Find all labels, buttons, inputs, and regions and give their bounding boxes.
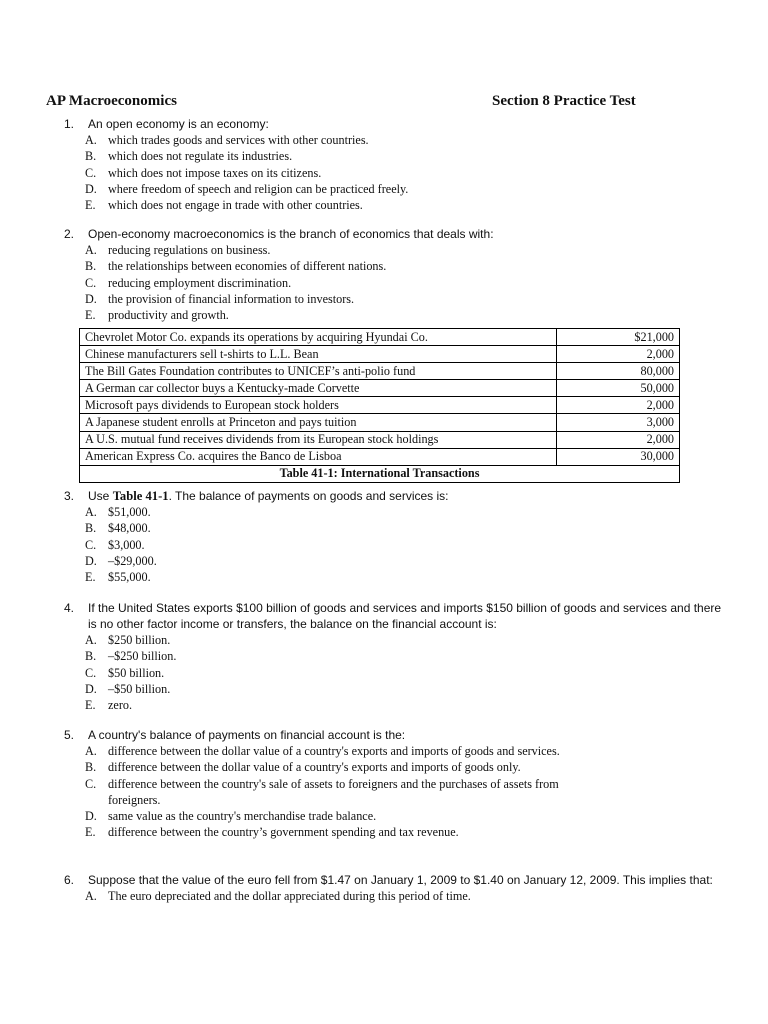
amount-cell: 3,000	[557, 414, 680, 431]
question-stem: If the United States exports $100 billion of goods and services and imports $150 billion of goods and services and there is no other factor income or transfers, the balance on the financial account is:	[88, 601, 722, 631]
option-b: B. the relationships between economies of different nations.	[85, 259, 387, 274]
question-stem: Use Table 41-1. The balance of payments on goods and services is:	[88, 489, 449, 503]
option-list	[64, 888, 724, 904]
option-b: B. difference between the dollar value of a country's exports and imports of goods only.	[85, 760, 521, 775]
option-d: D. same value as the country's merchandise trade balance.	[85, 809, 377, 824]
option-list	[64, 632, 724, 713]
option-e: E. $55,000.	[85, 570, 151, 585]
amount-cell: 2,000	[557, 397, 680, 414]
question-number: 3.	[64, 489, 75, 503]
option-list	[64, 132, 724, 213]
amount-cell: 30,000	[557, 448, 680, 465]
option-a: A. The euro depreciated and the dollar appreciated during this period of time.	[85, 889, 471, 903]
table-caption: Table 41-1: International Transactions	[80, 465, 680, 482]
amount-cell: 50,000	[557, 380, 680, 397]
option-list	[64, 242, 724, 323]
question-number: 2.	[64, 227, 75, 241]
transaction-cell: Chinese manufacturers sell t-shirts to L.L. Bean	[80, 346, 557, 363]
question-5	[64, 727, 724, 841]
transaction-cell: A U.S. mutual fund receives dividends from its European stock holdings	[80, 431, 557, 448]
question-stem: An open economy is an economy:	[88, 117, 269, 131]
option-a: A. $250 billion.	[85, 633, 171, 647]
table-row	[80, 380, 680, 397]
amount-cell: 2,000	[557, 431, 680, 448]
option-b: B. which does not regulate its industries.	[85, 149, 293, 164]
table-row	[80, 431, 680, 448]
question-6	[64, 872, 724, 904]
amount-cell: 80,000	[557, 363, 680, 380]
question-1	[64, 116, 724, 213]
option-d: D. –$50 billion.	[85, 681, 171, 696]
option-c: C. $3,000.	[85, 537, 145, 552]
transaction-cell: A Japanese student enrolls at Princeton and pays tuition	[80, 414, 557, 431]
question-3	[64, 488, 724, 585]
question-stem: A country's balance of payments on financial account is the:	[88, 728, 406, 742]
option-c: C. difference between the country's sale of assets to foreigners and the purchases of assets from foreigners.	[85, 776, 559, 807]
amount-cell: $21,000	[557, 329, 680, 346]
option-e: E. which does not engage in trade with other countries.	[85, 198, 363, 213]
option-b: B. –$250 billion.	[85, 649, 177, 664]
transaction-cell: A German car collector buys a Kentucky-made Corvette	[80, 380, 557, 397]
table-row	[80, 448, 680, 465]
page-header	[46, 93, 656, 110]
table-row	[80, 346, 680, 363]
table-row	[80, 329, 680, 346]
option-b: B. $48,000.	[85, 521, 151, 536]
question-number: 1.	[64, 117, 75, 131]
option-list	[64, 743, 594, 841]
transaction-cell: Chevrolet Motor Co. expands its operations by acquiring Hyundai Co.	[80, 329, 557, 346]
question-number: 4.	[64, 601, 75, 615]
section-title: Section 8 Practice Test	[492, 93, 636, 109]
international-transactions-table	[79, 328, 680, 483]
option-d: D. the provision of financial information to investors.	[85, 291, 355, 306]
option-list	[64, 504, 724, 585]
option-a: A. difference between the dollar value of a country's exports and imports of goods and services.	[85, 744, 560, 758]
transaction-cell: Microsoft pays dividends to European stock holders	[80, 397, 557, 414]
question-stem: Open-economy macroeconomics is the branch of economics that deals with:	[88, 227, 494, 241]
option-c: C. $50 billion.	[85, 665, 165, 680]
option-d: D. where freedom of speech and religion can be practiced freely.	[85, 181, 409, 196]
table-row	[80, 363, 680, 380]
option-d: D. –$29,000.	[85, 553, 157, 568]
table-row	[80, 414, 680, 431]
question-stem: Suppose that the value of the euro fell from $1.47 on January 1, 2009 to $1.40 on January 12, 2009. This implies that:	[88, 873, 713, 887]
course-title: AP Macroeconomics	[46, 93, 177, 109]
option-c: C. reducing employment discrimination.	[85, 275, 292, 290]
option-a: A. reducing regulations on business.	[85, 243, 271, 257]
question-2	[64, 226, 724, 323]
option-a: A. which trades goods and services with other countries.	[85, 133, 369, 147]
transaction-cell: American Express Co. acquires the Banco de Lisboa	[80, 448, 557, 465]
question-4	[64, 600, 724, 713]
option-e: E. difference between the country’s government spending and tax revenue.	[85, 825, 459, 840]
table-reference: Table 41-1	[112, 489, 169, 503]
question-number: 5.	[64, 728, 75, 742]
amount-cell: 2,000	[557, 346, 680, 363]
option-c: C. which does not impose taxes on its citizens.	[85, 165, 322, 180]
question-number: 6.	[64, 873, 75, 887]
transaction-cell: The Bill Gates Foundation contributes to UNICEF’s anti-polio fund	[80, 363, 557, 380]
option-e: E. productivity and growth.	[85, 308, 229, 323]
option-e: E. zero.	[85, 698, 133, 713]
table-caption-row	[80, 465, 680, 482]
option-a: A. $51,000.	[85, 505, 151, 519]
table-row	[80, 397, 680, 414]
